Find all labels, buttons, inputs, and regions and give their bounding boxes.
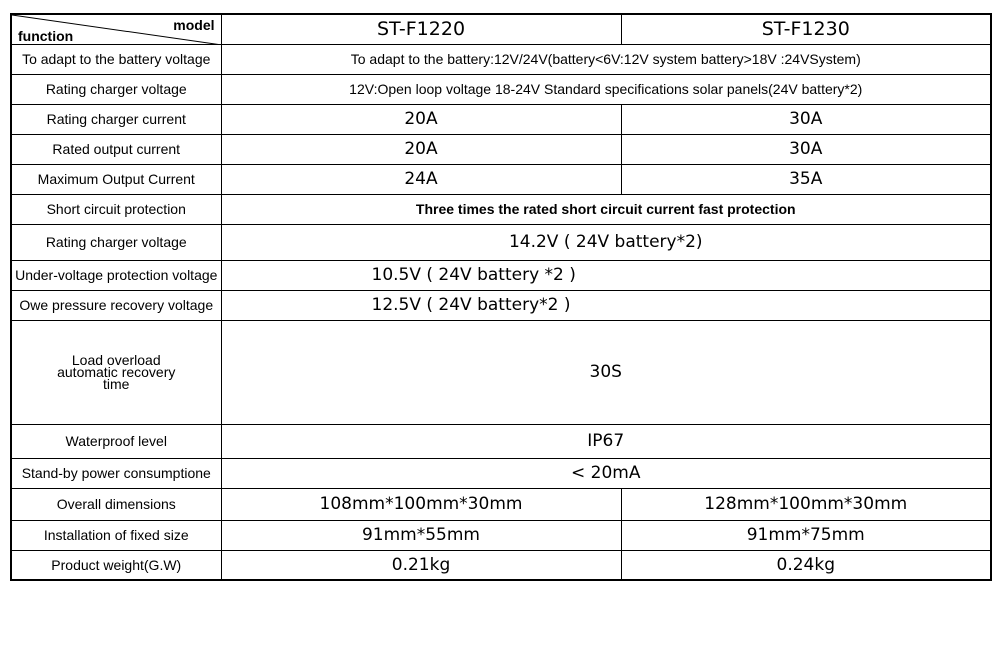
value-cell-st-f1230: 30A [621, 134, 991, 164]
value-cell-st-f1220: 20A [221, 104, 621, 134]
value-cell: < 20mA [221, 458, 991, 488]
table-row [11, 260, 991, 290]
table-row [11, 488, 991, 520]
value-cell: To adapt to the battery:12V/24V(battery<6V:12V system battery>18V :24VSystem) [221, 44, 991, 74]
function-cell: Under-voltage protection voltage [11, 260, 221, 290]
function-cell: Rated output current [11, 134, 221, 164]
value-cell: 12V:Open loop voltage 18-24V Standard specifications solar panels(24V battery*2) [221, 74, 991, 104]
value-cell: 10.5V ( 24V battery *2 ) [221, 260, 991, 290]
model-header-st-f1220: ST-F1220 [221, 14, 621, 44]
value-cell-st-f1230: 91mm*75mm [621, 520, 991, 550]
table-row [11, 520, 991, 550]
table-row [11, 290, 991, 320]
spec-table [10, 13, 992, 581]
table-row [11, 74, 991, 104]
value-cell-st-f1220: 108mm*100mm*30mm [221, 488, 621, 520]
function-cell: Maximum Output Current [11, 164, 221, 194]
value-cell-st-f1230: 30A [621, 104, 991, 134]
table-row [11, 194, 991, 224]
value-cell-st-f1220: 20A [221, 134, 621, 164]
function-cell: Load overload automatic recovery time [11, 320, 221, 424]
value-cell: IP67 [221, 424, 991, 458]
table-row [11, 458, 991, 488]
value-cell-st-f1220: 0.21kg [221, 550, 621, 580]
function-cell: Rating charger current [11, 104, 221, 134]
value-cell: 30S [221, 320, 991, 424]
value-cell: 12.5V ( 24V battery*2 ) [221, 290, 991, 320]
table-row [11, 134, 991, 164]
table-row [11, 44, 991, 74]
table-row [11, 164, 991, 194]
model-label: model [173, 17, 215, 33]
value-cell-st-f1230: 0.24kg [621, 550, 991, 580]
function-cell: Stand-by power consumptione [11, 458, 221, 488]
table-row [11, 550, 991, 580]
function-cell: Product weight(G.W) [11, 550, 221, 580]
value-cell-st-f1230: 35A [621, 164, 991, 194]
function-cell: Short circuit protection [11, 194, 221, 224]
table-header-row [11, 14, 991, 44]
table-row [11, 104, 991, 134]
function-cell: Rating charger voltage [11, 74, 221, 104]
function-cell: Rating charger voltage [11, 224, 221, 260]
value-cell-st-f1220: 91mm*55mm [221, 520, 621, 550]
corner-header-cell [11, 14, 221, 44]
value-cell-st-f1220: 24A [221, 164, 621, 194]
table-row [11, 424, 991, 458]
function-cell: Installation of fixed size [11, 520, 221, 550]
function-label: function [18, 27, 74, 44]
value-cell: Three times the rated short circuit current fast protection [221, 194, 991, 224]
function-cell: Waterproof level [11, 424, 221, 458]
function-cell: To adapt to the battery voltage [11, 44, 221, 74]
function-cell: Owe pressure recovery voltage [11, 290, 221, 320]
table-row [11, 224, 991, 260]
value-cell: 14.2V ( 24V battery*2) [221, 224, 991, 260]
value-cell-st-f1230: 128mm*100mm*30mm [621, 488, 991, 520]
model-header-st-f1230: ST-F1230 [621, 14, 991, 44]
function-cell: Overall dimensions [11, 488, 221, 520]
table-row [11, 320, 991, 424]
